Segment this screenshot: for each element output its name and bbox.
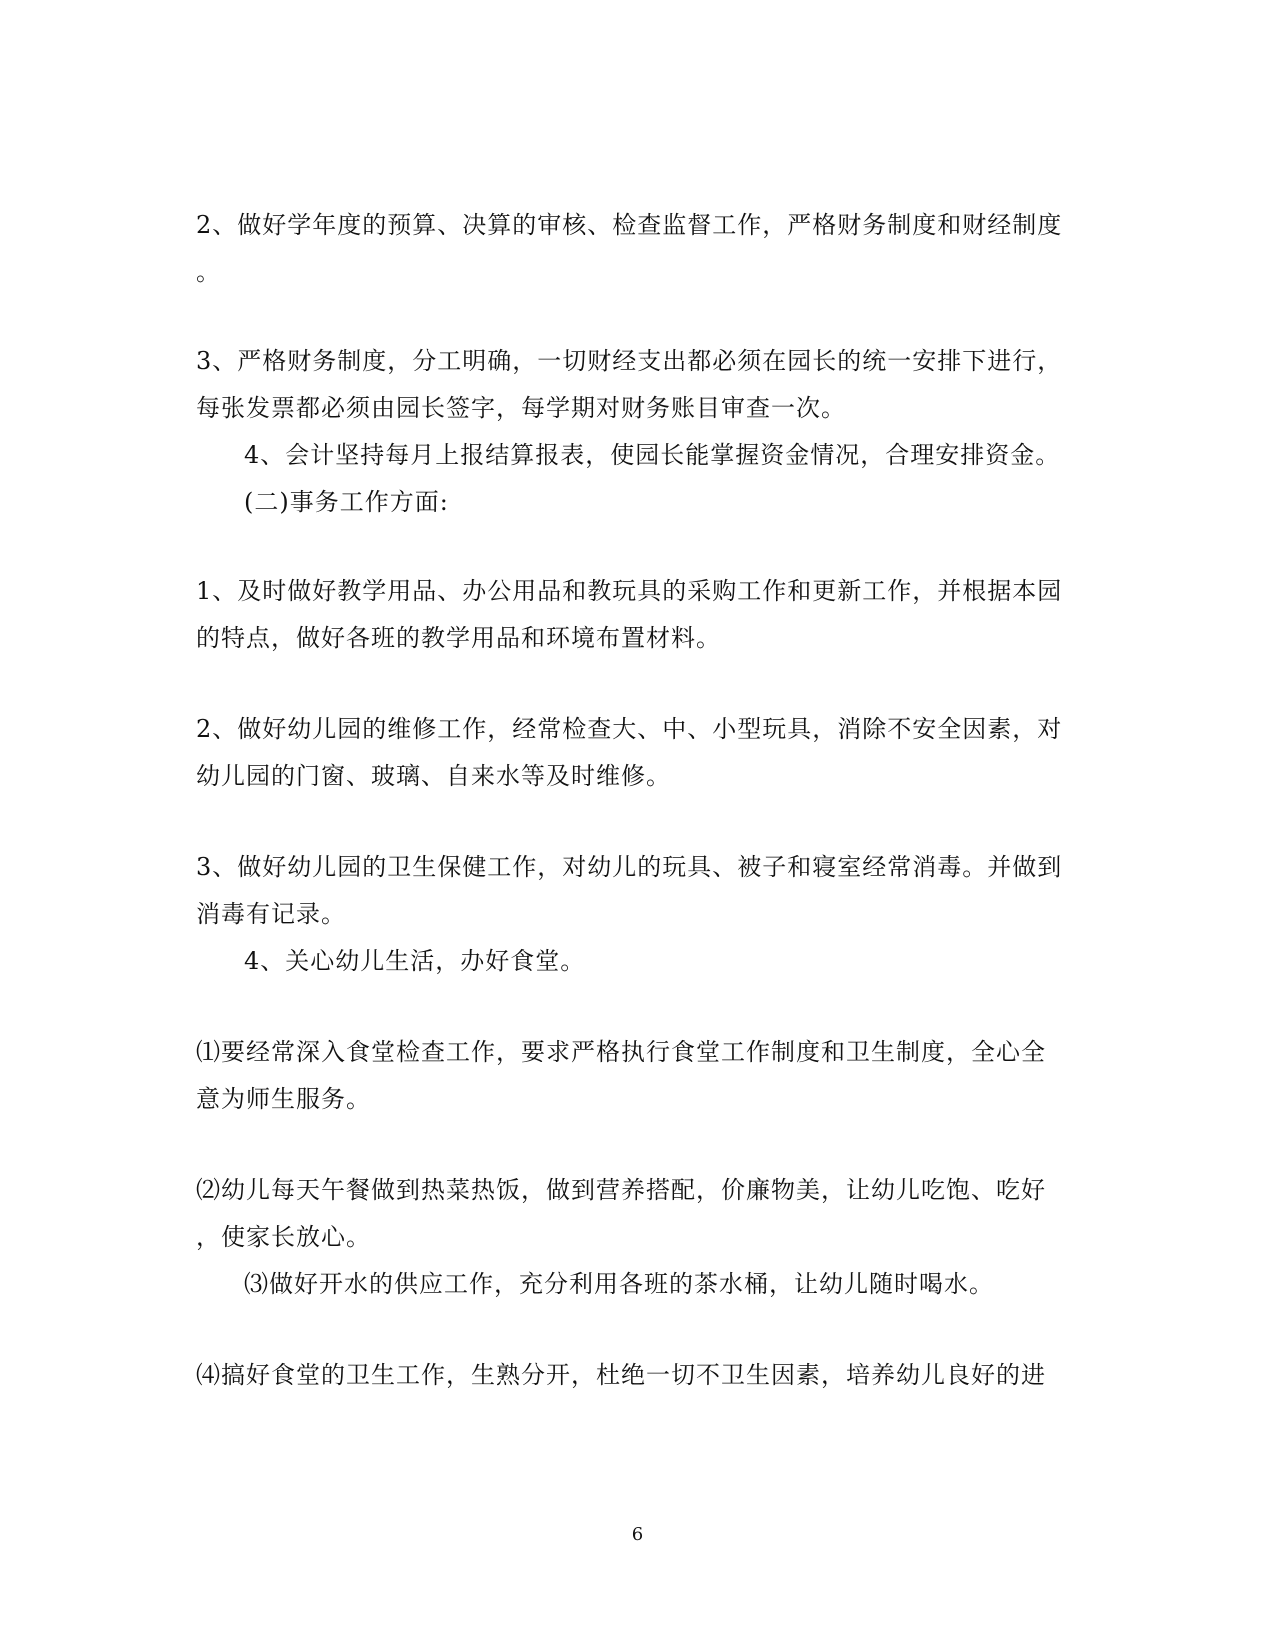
- paragraph-line: 消毒有记录。: [196, 900, 346, 928]
- paragraph-line: 的特点，做好各班的教学用品和环境布置材料。: [196, 624, 721, 652]
- paragraph-line: 1、及时做好教学用品、办公用品和教玩具的采购工作和更新工作，并根据本园: [196, 577, 1063, 605]
- paragraph-line: 意为师生服务。: [196, 1085, 371, 1113]
- paragraph-line: 3、严格财务制度，分工明确，一切财经支出都必须在园长的统一安排下进行，: [196, 347, 1063, 375]
- paragraph-line: 。: [196, 258, 221, 286]
- paragraph-line: 4、关心幼儿生活，办好食堂。: [244, 947, 586, 975]
- paragraph-line: ⑶做好开水的供应工作，充分利用各班的茶水桶，让幼儿随时喝水。: [244, 1270, 994, 1298]
- paragraph-line: ⑴要经常深入食堂检查工作，要求严格执行食堂工作制度和卫生制度，全心全: [196, 1038, 1046, 1066]
- paragraph-line: ⑵幼儿每天午餐做到热菜热饭，做到营养搭配，价廉物美，让幼儿吃饱、吃好: [196, 1176, 1046, 1204]
- section-heading: (二)事务工作方面:: [244, 488, 449, 516]
- paragraph-line: ，使家长放心。: [196, 1223, 371, 1251]
- paragraph-line: 4、会计坚持每月上报结算报表，使园长能掌握资金情况，合理安排资金。: [244, 441, 1061, 469]
- paragraph-line: 2、做好幼儿园的维修工作，经常检查大、中、小型玩具，消除不安全因素，对: [196, 715, 1063, 743]
- paragraph-line: 3、做好幼儿园的卫生保健工作，对幼儿的玩具、被子和寝室经常消毒。并做到: [196, 853, 1063, 881]
- paragraph-line: 每张发票都必须由园长签字，每学期对财务账目审查一次。: [196, 394, 846, 422]
- page-number: 6: [631, 1524, 644, 1545]
- paragraph-line: 2、做好学年度的预算、决算的审核、检查监督工作，严格财务制度和财经制度: [196, 211, 1063, 239]
- paragraph-line: 幼儿园的门窗、玻璃、自来水等及时维修。: [196, 762, 671, 790]
- paragraph-line: ⑷搞好食堂的卫生工作，生熟分开，杜绝一切不卫生因素，培养幼儿良好的进: [196, 1361, 1046, 1389]
